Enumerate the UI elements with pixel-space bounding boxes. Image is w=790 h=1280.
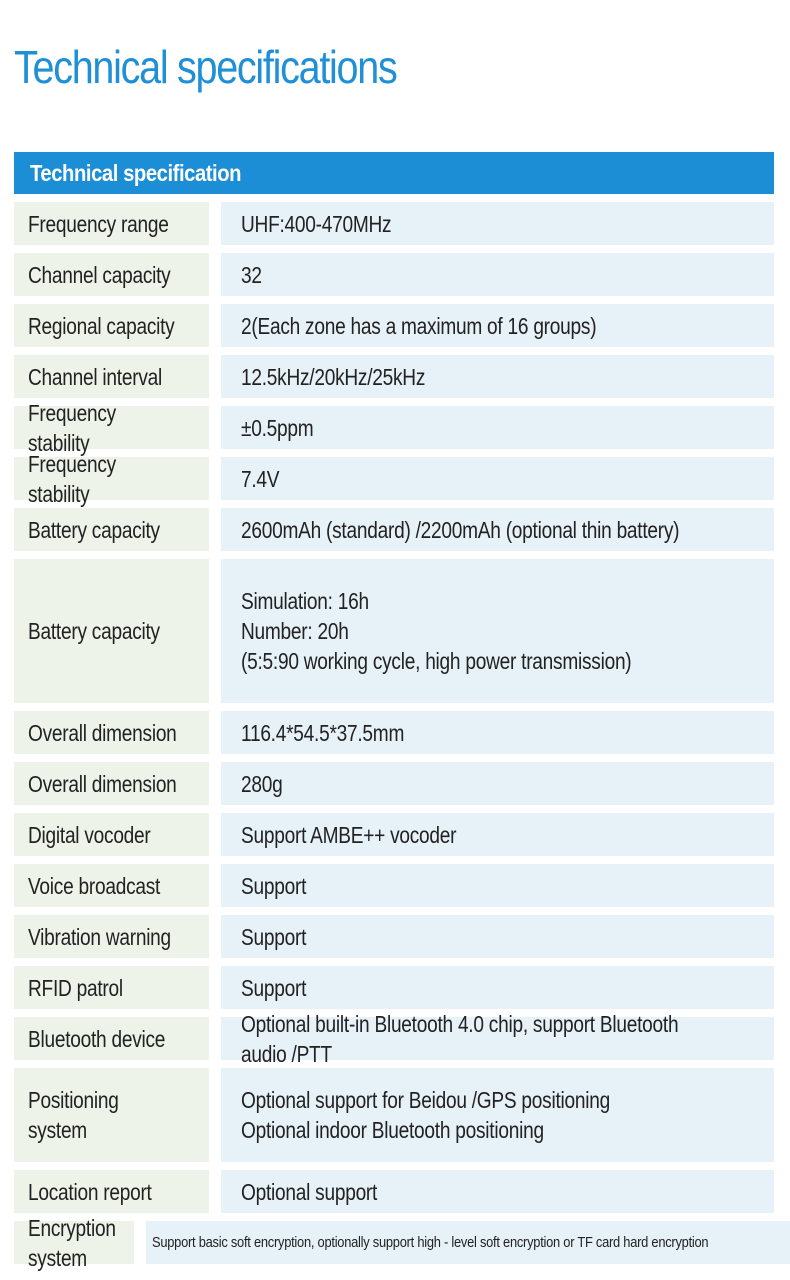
spec-value: [221, 406, 774, 449]
spec-label: [14, 1068, 209, 1162]
spec-label-text: RFID patrol: [28, 974, 123, 1001]
spec-label-text: Encryption system: [28, 1214, 116, 1271]
spec-value: [221, 915, 774, 958]
spec-label: [14, 1214, 134, 1271]
spec-row-voltage: [14, 450, 774, 507]
spec-table: [14, 202, 774, 1272]
spec-value-text: Support AMBE++ vocoder: [241, 821, 457, 848]
spec-label: [14, 450, 209, 507]
spec-label: [14, 202, 209, 245]
spec-value: [221, 559, 774, 703]
spec-label: [14, 864, 209, 907]
spec-row-voice-broadcast: [14, 864, 774, 907]
spec-label: [14, 1017, 209, 1060]
spec-label: [14, 711, 209, 754]
spec-label: [14, 508, 209, 551]
spec-row-digital-vocoder: [14, 813, 774, 856]
spec-label: [14, 966, 209, 1009]
spec-label-text: Overall dimension: [28, 770, 177, 797]
spec-row-channel-capacity: [14, 253, 774, 296]
spec-value: [221, 253, 774, 296]
spec-row-bluetooth-device: [14, 1010, 774, 1067]
spec-label: [14, 813, 209, 856]
spec-value: [221, 1170, 774, 1213]
spec-label-text: Battery capacity: [28, 618, 160, 644]
spec-label: [14, 253, 209, 296]
spec-label-text: Location report: [28, 1178, 152, 1205]
spec-label-text: Frequency stability: [28, 450, 116, 507]
spec-label-text: Frequency stability: [28, 399, 116, 456]
spec-value-text: ±0.5ppm: [241, 414, 314, 441]
spec-row-battery-capacity: [14, 508, 774, 551]
spec-value-text: Optional built-in Bluetooth 4.0 chip, support Bluetooth audio /PTT: [241, 1010, 679, 1067]
spec-row-vibration-warning: [14, 915, 774, 958]
spec-value: [146, 1221, 790, 1264]
spec-value: [221, 711, 774, 754]
spec-value-text: UHF:400-470MHz: [241, 210, 392, 237]
spec-value-text: Support: [241, 872, 307, 899]
spec-label-text: Positioning system: [28, 1087, 119, 1143]
spec-value: [221, 304, 774, 347]
spec-label: [14, 915, 209, 958]
spec-value: [221, 508, 774, 551]
spec-value-text: 116.4*54.5*37.5mm: [241, 719, 405, 746]
spec-value-text: 32: [241, 261, 262, 288]
spec-value: [221, 813, 774, 856]
spec-value: [221, 864, 774, 907]
spec-value-text: Optional support: [241, 1178, 378, 1205]
spec-label-text: Vibration warning: [28, 923, 171, 950]
spec-value-text: 2600mAh (standard) /2200mAh (optional thin battery): [241, 516, 680, 543]
spec-label-text: Bluetooth device: [28, 1025, 166, 1052]
spec-value-text: Support basic soft encryption, optionally support high - level soft encryption or TF card hard encryption: [151, 1233, 709, 1251]
spec-row-overall-dimension: [14, 711, 774, 754]
spec-row-positioning-system: [14, 1068, 774, 1162]
spec-value-text: Support: [241, 923, 307, 950]
spec-label: [14, 304, 209, 347]
spec-value: [221, 457, 774, 500]
spec-row-battery-life: [14, 559, 774, 703]
spec-row-weight: [14, 762, 774, 805]
spec-label: [14, 355, 209, 398]
spec-label-text: Overall dimension: [28, 719, 177, 746]
spec-row-encryption-system: [14, 1214, 774, 1271]
spec-row-frequency-stability: [14, 399, 774, 456]
spec-row-channel-interval: [14, 355, 774, 398]
spec-row-location-report: [14, 1170, 774, 1213]
spec-value-text: 7.4V: [241, 465, 280, 492]
spec-label: [14, 762, 209, 805]
spec-label-text: Channel interval: [28, 363, 162, 390]
spec-label-text: Voice broadcast: [28, 872, 161, 899]
spec-value: [221, 1010, 774, 1067]
spec-value: [221, 762, 774, 805]
spec-value: [221, 966, 774, 1009]
spec-label-text: Digital vocoder: [28, 821, 151, 848]
spec-row-regional-capacity: [14, 304, 774, 347]
spec-label: [14, 1170, 209, 1213]
table-header-label: Technical specification: [30, 159, 242, 186]
spec-value-text: Optional support for Beidou /GPS positioning Optional indoor Bluetooth positioning: [241, 1087, 610, 1143]
spec-value: [221, 1068, 774, 1162]
spec-row-frequency-range: [14, 202, 774, 245]
spec-value-text: Support: [241, 974, 307, 1001]
spec-label-text: Frequency range: [28, 210, 169, 237]
spec-value-text: 280g: [241, 770, 283, 797]
spec-label: [14, 559, 209, 703]
spec-value: [221, 355, 774, 398]
spec-label-text: Channel capacity: [28, 261, 171, 288]
spec-row-rfid-patrol: [14, 966, 774, 1009]
spec-label: [14, 399, 209, 456]
spec-value-text: 12.5kHz/20kHz/25kHz: [241, 363, 426, 390]
spec-value: [221, 202, 774, 245]
page-title: Technical specifications: [14, 41, 397, 93]
spec-label-text: Battery capacity: [28, 516, 160, 543]
spec-label-text: Regional capacity: [28, 312, 175, 339]
spec-value-text: 2(Each zone has a maximum of 16 groups): [241, 312, 597, 339]
spec-value-text: Simulation: 16h Number: 20h (5:5:90 working cycle, high power transmission): [241, 588, 632, 674]
table-header: [14, 152, 774, 194]
